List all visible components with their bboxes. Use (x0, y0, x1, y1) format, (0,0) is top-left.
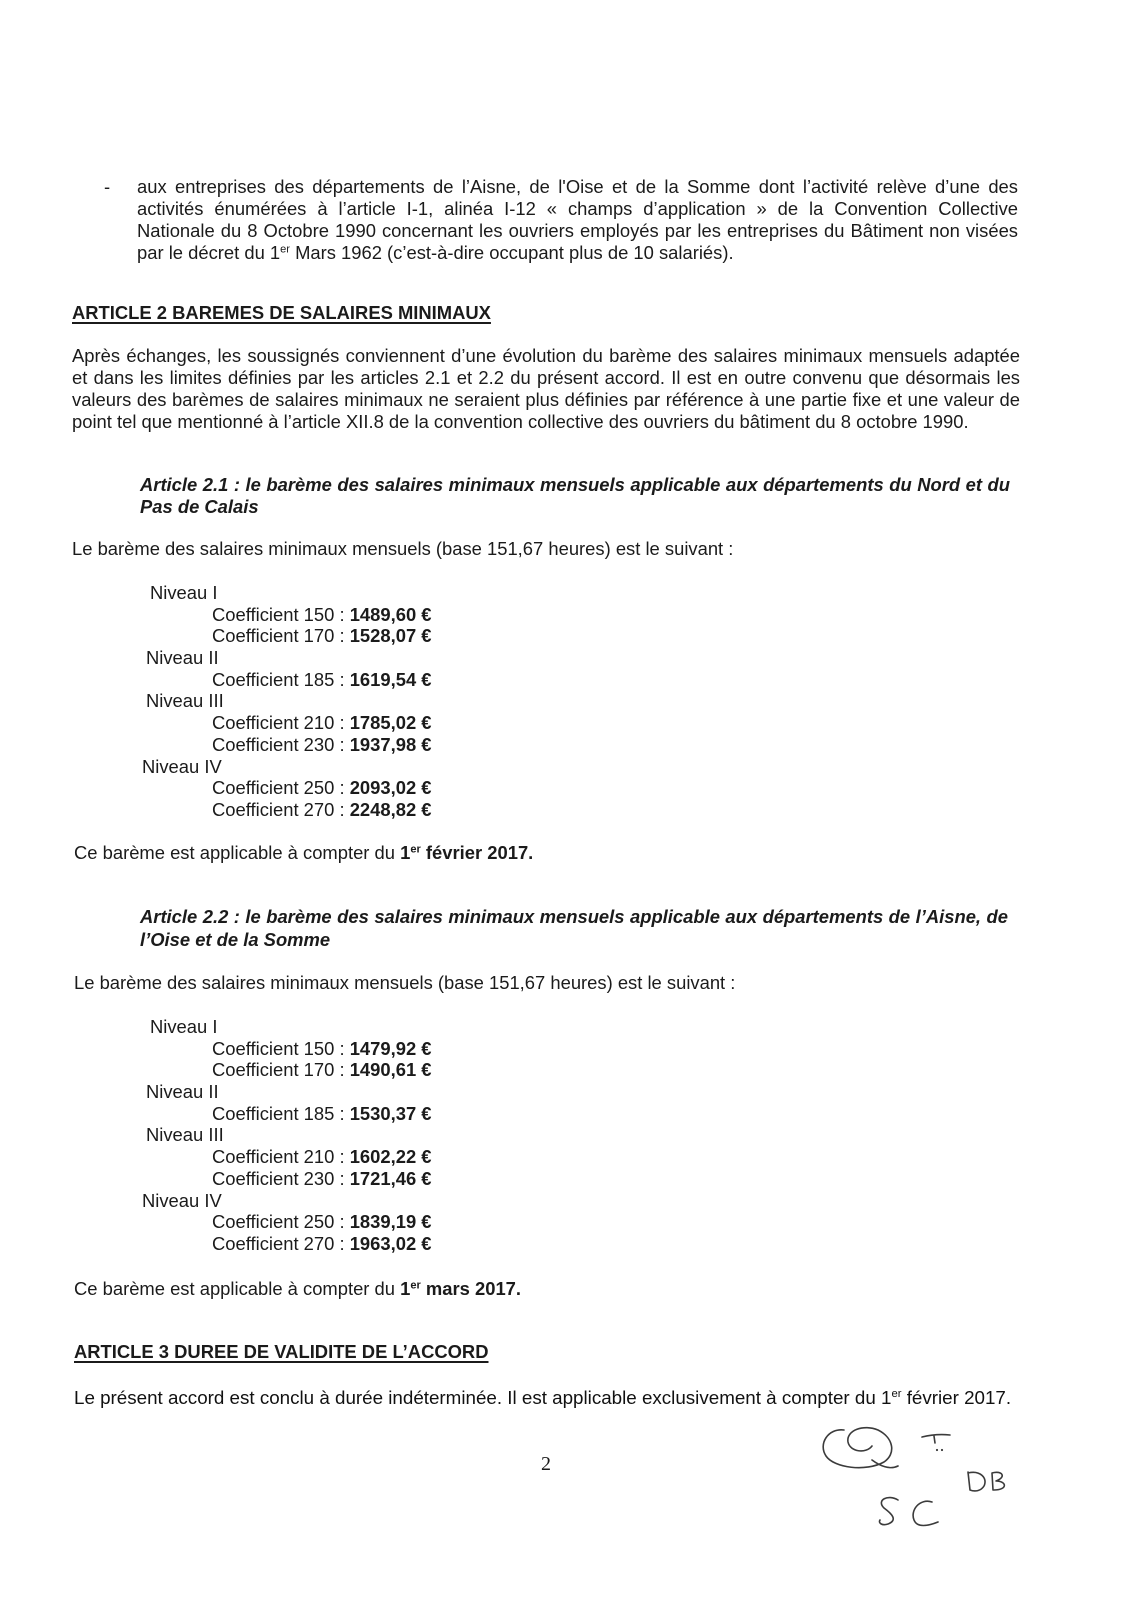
coefficient-row (0, 1146, 600, 1168)
scale-intro: Le barème des salaires minimaux mensuels (base 151,67 heures) est le suivant : (74, 972, 736, 993)
minimum-salary: 1721,46 € (349, 1167, 432, 1189)
coefficient-label: Coefficient 210 : (212, 1146, 345, 1168)
coefficient-row (0, 604, 600, 626)
salary-scale (0, 582, 600, 821)
coefficient-row (0, 669, 600, 691)
coefficient-label: Coefficient 230 : (212, 733, 345, 755)
initials-sc (879, 1498, 938, 1526)
minimum-salary: 1839,19 € (349, 1211, 432, 1233)
paragraph-line: valeurs des barèmes de salaires minimaux ne seraient plus définies par référence à une partie fixe et une valeur de (72, 389, 1020, 410)
minimum-salary: 1489,60 € (349, 603, 432, 625)
minimum-salary: 1785,02 € (349, 712, 432, 734)
level-name: Niveau III (146, 690, 224, 712)
minimum-salary: 1479,92 € (349, 1037, 432, 1059)
coefficient-row (0, 1103, 600, 1125)
minimum-salary: 1602,22 € (349, 1146, 432, 1168)
statement-text: février 2017. (901, 1387, 1012, 1408)
initials-db (968, 1472, 1004, 1491)
initials-strokes (823, 1428, 1004, 1526)
initial-mark-dot (941, 1449, 943, 1451)
effective-date-line (74, 1278, 521, 1300)
coefficient-row (0, 1038, 600, 1060)
coefficient-row (0, 734, 600, 756)
level-name: Niveau I (150, 582, 218, 603)
ordinal-suffix: er (410, 843, 421, 856)
initial-mark (922, 1435, 950, 1443)
date-month-year: mars 2017. (425, 1278, 522, 1299)
level-name: Niveau IV (142, 755, 222, 777)
minimum-salary: 2093,02 € (349, 777, 432, 799)
paragraph-line: et dans les limites définies par les articles 2.1 et 2.2 du présent accord. Il est en outre convenu que désormais les (72, 367, 1020, 388)
sub-article-heading: Article 2.1 : le barème des salaires minimaux mensuels applicable aux départements du Nord et du (140, 474, 1010, 495)
level-name: Niveau I (150, 1016, 218, 1037)
coefficient-row (0, 1233, 600, 1255)
paragraph-line: point tel que mentionné à l’article XII.8 de la convention collective des ouvriers du bâtiment du 8 octobre 1990. (72, 411, 969, 432)
minimum-salary: 1530,37 € (349, 1102, 432, 1124)
coefficient-row (0, 1168, 600, 1190)
paraph-scribble (823, 1428, 898, 1468)
coefficient-row (0, 777, 600, 799)
minimum-salary: 2248,82 € (349, 798, 432, 820)
scope-item-line: aux entreprises des départements de l’Aisne, de l'Oise et de la Somme dont l’activité relève d’une des (137, 176, 1018, 197)
coefficient-row (0, 625, 600, 647)
article-heading: ARTICLE 2 BAREMES DE SALAIRES MINIMAUX (72, 302, 491, 323)
effective-date-line (74, 842, 533, 864)
coefficient-label: Coefficient 170 : (212, 625, 345, 647)
coefficient-label: Coefficient 185 : (212, 1102, 345, 1124)
coefficient-row (0, 1211, 600, 1233)
effective-text: Ce barème est applicable à compter du (74, 842, 395, 863)
line-text: Mars 1962 (c’est-à-dire occupant plus de 10 salariés). (289, 242, 734, 263)
ordinal-suffix: er (410, 1279, 421, 1292)
article-heading: ARTICLE 3 DUREE DE VALIDITE DE L’ACCORD (74, 1341, 489, 1362)
ordinal-suffix: er (280, 243, 290, 256)
paragraph-line: Après échanges, les soussignés conviennent d’une évolution du barème des salaires minimaux mensuels adaptée (72, 345, 1020, 366)
list-bullet: - (104, 176, 111, 197)
minimum-salary: 1528,07 € (349, 625, 432, 647)
date-month-year: février 2017. (425, 842, 534, 863)
coefficient-label: Coefficient 270 : (212, 1232, 345, 1254)
scope-item-line: activités énumérées à l’article I-1, alinéa I-12 « champs d’application » de la Convention Collective (137, 198, 1018, 219)
minimum-salary: 1619,54 € (349, 668, 432, 690)
salary-scale (0, 1016, 600, 1255)
coefficient-label: Coefficient 170 : (212, 1059, 345, 1081)
scope-item-line (137, 242, 734, 264)
coefficient-row (0, 712, 600, 734)
effective-date (400, 842, 533, 863)
validity-statement (74, 1387, 1011, 1409)
level-name: Niveau II (146, 647, 219, 669)
level-name: Niveau III (146, 1124, 224, 1146)
coefficient-label: Coefficient 230 : (212, 1167, 345, 1189)
coefficient-label: Coefficient 270 : (212, 798, 345, 820)
sub-article-heading: l’Oise et de la Somme (140, 929, 331, 950)
effective-date (400, 1278, 521, 1299)
level-name: Niveau II (146, 1081, 219, 1103)
coefficient-label: Coefficient 150 : (212, 1037, 345, 1059)
statement-text: Le présent accord est conclu à durée indéterminée. Il est applicable exclusivement à compter du 1 (74, 1387, 892, 1408)
date-day: 1 (400, 842, 411, 863)
coefficient-label: Coefficient 150 : (212, 603, 345, 625)
minimum-salary: 1490,61 € (349, 1059, 432, 1081)
ordinal-suffix: er (891, 1388, 902, 1401)
effective-text: Ce barème est applicable à compter du (74, 1278, 395, 1299)
scope-item-line: Nationale du 8 Octobre 1990 concernant les ouvriers employés par les entreprises du Bâtiment non visées (137, 220, 1018, 241)
minimum-salary: 1963,02 € (349, 1232, 432, 1254)
handwritten-initials (800, 1410, 1040, 1540)
coefficient-row (0, 1059, 600, 1081)
minimum-salary: 1937,98 € (349, 733, 432, 755)
line-text: par le décret du 1 (137, 242, 281, 263)
coefficient-row (0, 799, 600, 821)
page-number: 2 (541, 1453, 551, 1475)
scale-intro: Le barème des salaires minimaux mensuels (base 151,67 heures) est le suivant : (72, 538, 734, 559)
coefficient-label: Coefficient 185 : (212, 668, 345, 690)
coefficient-label: Coefficient 210 : (212, 712, 345, 734)
coefficient-label: Coefficient 250 : (212, 777, 345, 799)
sub-article-heading: Article 2.2 : le barème des salaires minimaux mensuels applicable aux départements de l’Aisne, de (140, 906, 1008, 927)
coefficient-label: Coefficient 250 : (212, 1211, 345, 1233)
sub-article-heading: Pas de Calais (140, 496, 259, 517)
initial-mark-dot (936, 1449, 938, 1451)
level-name: Niveau IV (142, 1189, 222, 1211)
date-day: 1 (400, 1278, 411, 1299)
